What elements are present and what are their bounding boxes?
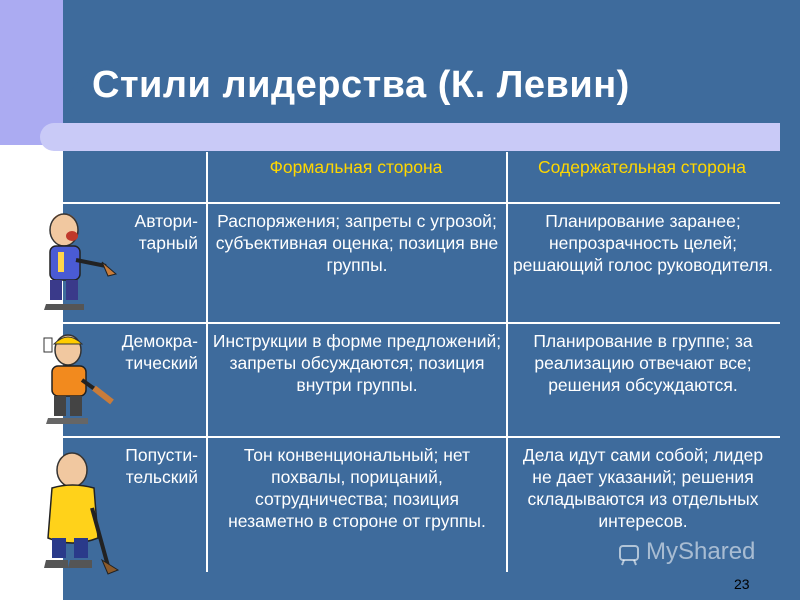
cell-democratic-content: Планирование в группе; за реализацию отвечают все; решения обсуждаются. <box>533 331 753 395</box>
row-label-democratic: Демокра-тический <box>121 331 198 373</box>
page-number: 23 <box>734 576 750 592</box>
cell-permissive-formal: Тон конвенциональный; нет похвалы, порицаний, сотрудничества; позиция незаметно в стороне от группы. <box>228 445 486 531</box>
table-hline-1 <box>63 202 780 204</box>
relaxed-hockey-player-figure <box>38 448 120 578</box>
cell-authoritarian-formal: Распоряжения; запреты с угрозой; субъективная оценка; позиция вне группы. <box>215 211 499 275</box>
cell-permissive-content: Дела идут сами собой; лидер не дает указаний; решения складываются из отдельных интересов. <box>522 445 764 531</box>
cell-authoritarian-content: Планирование заранее; непрозрачность целей; решающий голос руководителя. <box>512 211 774 275</box>
row-label-authoritarian: Автори-тарный <box>134 211 198 253</box>
table-vline-1 <box>206 152 208 572</box>
header-content: Содержательная сторона <box>538 157 746 177</box>
table-hline-3 <box>63 436 780 438</box>
myshared-logo-icon <box>616 540 642 566</box>
cell-democratic-formal: Инструкции в форме предложений; запреты обсуждаются; позиция внутри группы. <box>212 331 502 395</box>
table-vline-2 <box>506 152 508 572</box>
row-label-permissive: Попусти-тельский <box>125 445 198 487</box>
watermark-text: MyShared <box>646 538 756 565</box>
title-underline-stripe <box>40 123 780 151</box>
slide-title: Стили лидерства (К. Левин) <box>92 64 630 106</box>
hockey-player-figure <box>38 330 120 430</box>
angry-hockey-player-figure <box>36 208 118 316</box>
header-formal: Формальная сторона <box>269 157 443 177</box>
table-hline-2 <box>63 322 780 324</box>
